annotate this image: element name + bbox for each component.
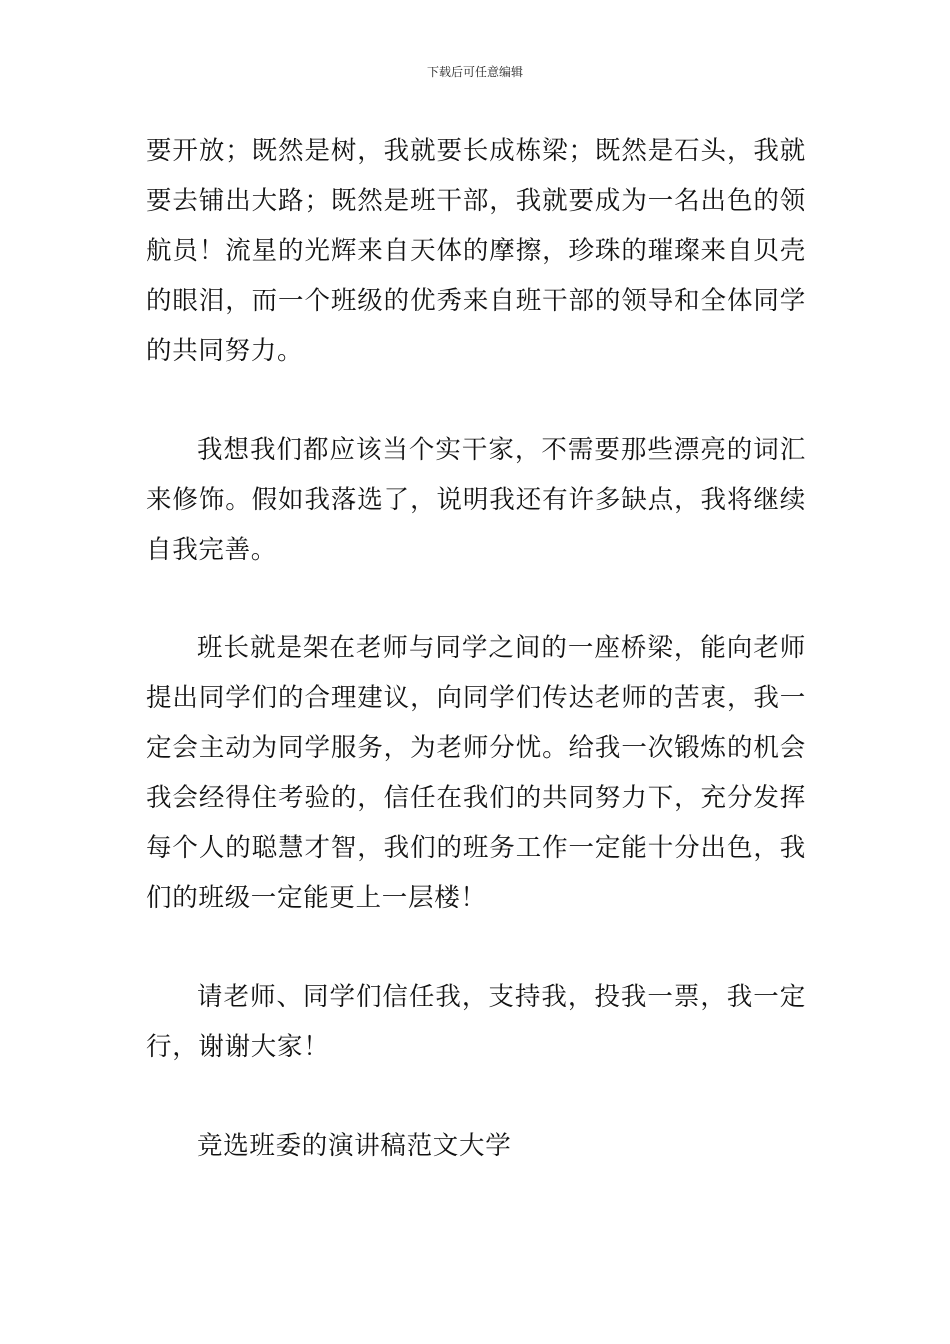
- paragraph-3-container: [146, 623, 806, 923]
- paragraph-5-container: [146, 1121, 806, 1171]
- paragraph-continued: 要开放；既然是树，我就要长成栋梁；既然是石头，我就要去铺出大路；既然是班干部，我就要成为一名出色的领航员！流星的光辉来自天体的摩擦，珍珠的璀璨来自贝壳的眼泪，而一个班级的优秀来自班干部的领导和全体同学的共同努力。: [146, 136, 806, 366]
- paragraph-vote-request: 请老师、同学们信任我，支持我，投我一票，我一定行，谢谢大家！: [146, 982, 806, 1062]
- paragraph-practical-worker: 我想我们都应该当个实干家，不需要那些漂亮的词汇来修饰。假如我落选了，说明我还有许多缺点，我将继续自我完善。: [146, 435, 806, 565]
- paragraph-1-container: [146, 126, 806, 376]
- paragraph-2-container: [146, 425, 806, 575]
- paragraph-class-monitor-bridge: 班长就是架在老师与同学之间的一座桥梁，能向老师提出同学们的合理建议，向同学们传达老师的苦衷，我一定会主动为同学服务，为老师分忧。给我一次锻炼的机会我会经得住考验的，信任在我们的共同努力下，充分发挥每个人的聪慧才智，我们的班务工作一定能十分出色，我们的班级一定能更上一层楼！: [146, 633, 806, 913]
- paragraph-4-container: [146, 972, 806, 1072]
- section-title-speech-sample: 竞选班委的演讲稿范文大学: [197, 1131, 512, 1161]
- header-note: 下载后可任意编辑: [426, 65, 523, 79]
